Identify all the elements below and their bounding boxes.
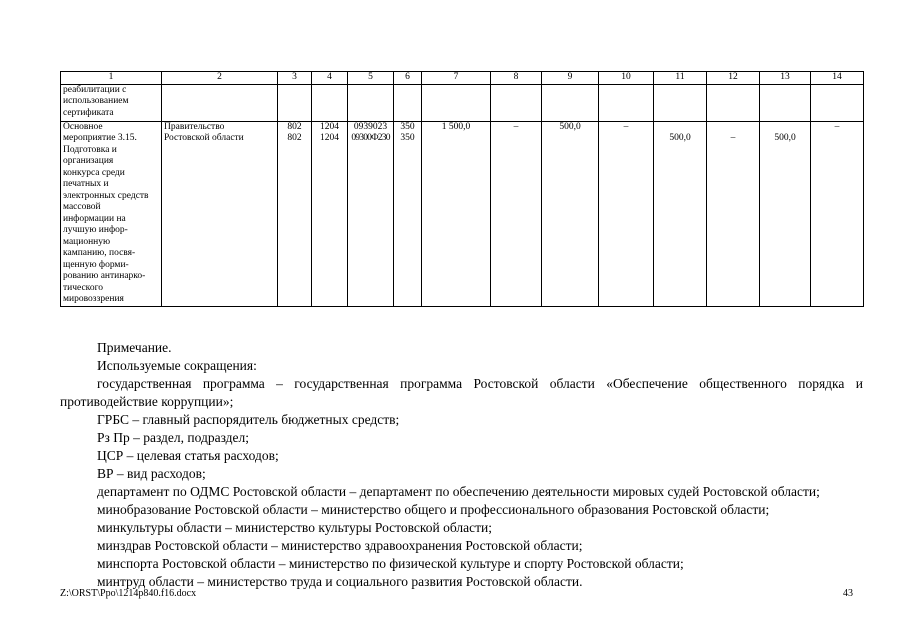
table-row xyxy=(61,84,864,121)
abbreviation-item: ВР – вид расходов; xyxy=(97,466,206,481)
col-num-4: 4 xyxy=(312,72,348,85)
rzpr-cell xyxy=(312,121,348,306)
col-num-9: 9 xyxy=(542,72,599,85)
abbreviation-item: Рз Пр – раздел, подраздел; xyxy=(97,430,250,445)
abbreviation-item: государственная программа – государственная программа Ростовской области «Обеспечение общественного порядка и противодействие коррупции»; xyxy=(60,376,863,409)
row2-name-line: массовой xyxy=(63,202,101,212)
row2-name-line: конкурса среди xyxy=(63,167,125,178)
abbreviation-item: ЦСР – целевая статья расходов; xyxy=(97,448,279,463)
csr-cell xyxy=(348,121,394,306)
notes-title: Примечание. xyxy=(97,340,172,355)
abbreviation-item: департамент по ОДМС Ростовской области – департамент по обеспечению деятельности мировых судей Ростовской области; xyxy=(97,484,820,499)
csr-code: 0939023 xyxy=(353,121,388,132)
budget-table xyxy=(60,71,864,307)
row2-name-line: мероприятие 3.15. xyxy=(63,133,137,143)
col14-value: – xyxy=(811,121,864,306)
grbs-code: 802 xyxy=(287,133,302,143)
row1-name-line: реабилитации с xyxy=(63,84,127,95)
col-num-8: 8 xyxy=(491,72,542,85)
col-num-10: 10 xyxy=(599,72,654,85)
row2-name-line: лучшую инфор- xyxy=(63,225,128,235)
grbs-line: Ростовской области xyxy=(164,133,244,143)
col11-text: 500,0 xyxy=(669,133,691,143)
column-number-row xyxy=(61,72,864,85)
col-num-14: 14 xyxy=(811,72,864,85)
col12-text: – xyxy=(730,133,736,143)
table-row xyxy=(61,121,864,306)
col-num-1: 1 xyxy=(61,72,162,85)
row2-grbs-cell xyxy=(162,121,278,306)
row2-name-line: электронных средств xyxy=(63,190,149,201)
col8-value: – xyxy=(491,121,542,306)
abbreviation-item: минкультуры области – министерство культуры Ростовской области; xyxy=(97,520,493,535)
grbs-code-cell xyxy=(278,121,312,306)
col9-value: 500,0 xyxy=(542,121,599,306)
row2-name-line: мировоззрения xyxy=(63,294,124,304)
row2-name-line: Подготовка и xyxy=(63,144,117,155)
row2-name-cell xyxy=(61,121,162,306)
col-num-2: 2 xyxy=(162,72,278,85)
abbreviation-item: минздрав Ростовской области – министерство здравоохранения Ростовской области; xyxy=(97,538,583,553)
rzpr-code: 1204 xyxy=(320,133,339,143)
row1-name-cell xyxy=(61,84,162,121)
col-num-13: 13 xyxy=(760,72,811,85)
rzpr-code: 1204 xyxy=(320,121,339,132)
col13-value xyxy=(760,121,811,306)
col7-value: 1 500,0 xyxy=(422,121,491,306)
abbreviation-item: минспорта Ростовской области – министерство по физической культуре и спорту Ростовской области; xyxy=(97,556,684,571)
row2-name-line: мационную xyxy=(63,236,111,247)
row1-name-line: сертификата xyxy=(63,107,114,118)
col-num-3: 3 xyxy=(278,72,312,85)
file-path: Z:\ORST\Ppo\1214p840.f16.docx xyxy=(60,588,197,599)
row2-name-line: Основное xyxy=(63,121,103,132)
abbreviation-item: ГРБС – главный распорядитель бюджетных средств; xyxy=(97,412,400,427)
col-num-7: 7 xyxy=(422,72,491,85)
row2-name-line: организация xyxy=(63,156,114,166)
col12-value xyxy=(707,121,760,306)
abbreviation-item: минобразование Ростовской области – министерство общего и профессионального образования Ростовской области; xyxy=(97,502,770,517)
notes-section xyxy=(60,339,863,591)
col10-value: – xyxy=(599,121,654,306)
grbs-line: Правительство xyxy=(164,121,225,132)
row2-name-line: кампанию, посвя- xyxy=(63,248,136,258)
vr-cell xyxy=(394,121,422,306)
csr-code: 09300Ф230 xyxy=(351,133,390,143)
row2-name-line: рованию антинарко- xyxy=(63,271,146,281)
col13-text: 500,0 xyxy=(774,133,796,143)
row2-name-line: информации на xyxy=(63,213,126,224)
row2-name-line: щенную форми- xyxy=(63,259,129,270)
vr-code: 350 xyxy=(400,133,415,143)
vr-code: 350 xyxy=(400,121,415,132)
col-num-12: 12 xyxy=(707,72,760,85)
grbs-code: 802 xyxy=(287,121,302,132)
row2-name-line: печатных и xyxy=(63,179,109,189)
row1-name-line: использованием xyxy=(63,96,129,106)
col-num-6: 6 xyxy=(394,72,422,85)
abbreviation-item: минтруд области – министерство труда и социального развития Ростовской области. xyxy=(97,574,583,589)
row2-name-line: тического xyxy=(63,282,103,293)
abbreviations-title: Используемые сокращения: xyxy=(97,358,257,373)
col11-value xyxy=(654,121,707,306)
page-number: 43 xyxy=(843,588,853,599)
col-num-11: 11 xyxy=(654,72,707,85)
col-num-5: 5 xyxy=(348,72,394,85)
